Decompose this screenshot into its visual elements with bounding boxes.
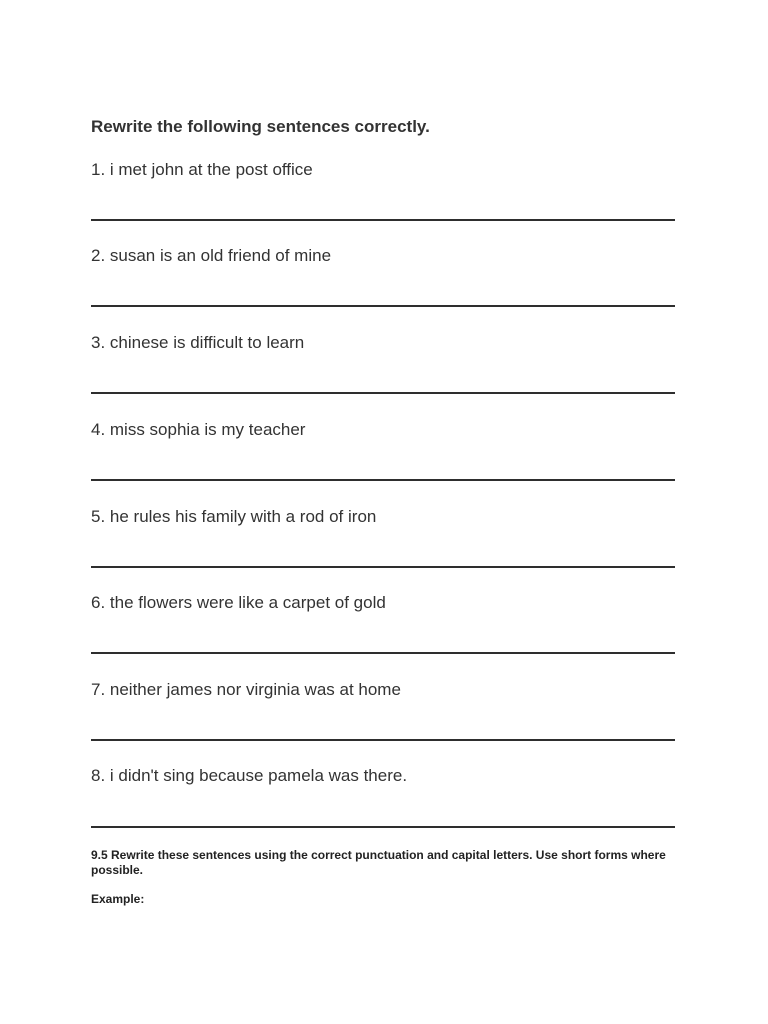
- question-6: 6. the flowers were like a carpet of gold: [91, 593, 386, 612]
- example-label: Example:: [91, 892, 145, 906]
- answer-line-6[interactable]: [91, 652, 675, 654]
- question-8: 8. i didn't sing because pamela was there.: [91, 766, 408, 785]
- answer-line-8[interactable]: [91, 826, 675, 828]
- question-4: 4. miss sophia is my teacher: [91, 420, 306, 439]
- answer-line-3[interactable]: [91, 392, 675, 394]
- answer-line-5[interactable]: [91, 566, 675, 568]
- question-5: 5. he rules his family with a rod of iron: [91, 507, 377, 526]
- question-1: 1. i met john at the post office: [91, 160, 313, 179]
- question-7: 7. neither james nor virginia was at home: [91, 680, 401, 699]
- question-3: 3. chinese is difficult to learn: [91, 333, 305, 352]
- exercise-instructions: 9.5 Rewrite these sentences using the correct punctuation and capital letters. Use short forms where possible.: [91, 848, 666, 877]
- worksheet-heading: Rewrite the following sentences correctly.: [91, 117, 430, 136]
- answer-line-4[interactable]: [91, 479, 675, 481]
- answer-line-7[interactable]: [91, 739, 675, 741]
- question-2: 2. susan is an old friend of mine: [91, 246, 332, 265]
- answer-line-2[interactable]: [91, 305, 675, 307]
- answer-line-1[interactable]: [91, 219, 675, 221]
